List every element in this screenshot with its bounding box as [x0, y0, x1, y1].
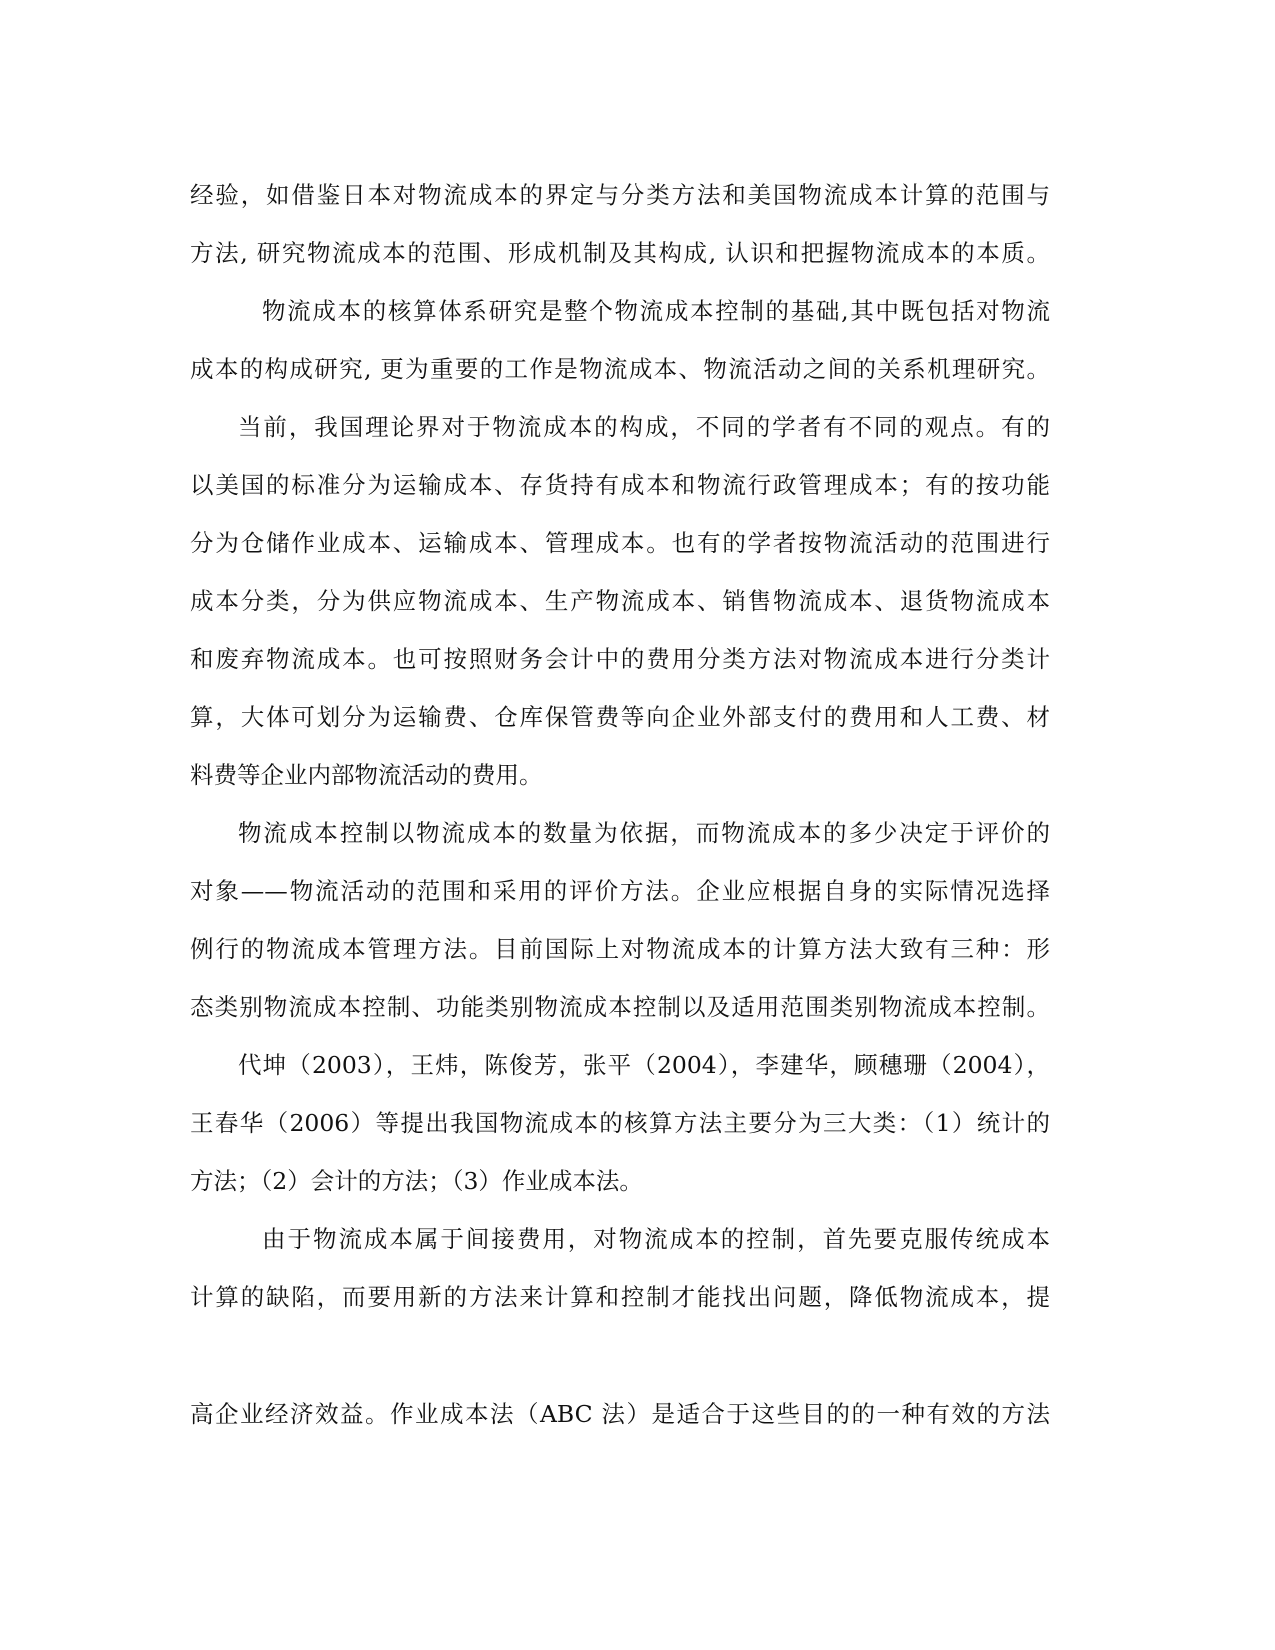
text-line: 成本分类，分为供应物流成本、生产物流成本、销售物流成本、退货物流成本 [190, 587, 1050, 615]
text-line: 料费等企业内部物流活动的费用。 [190, 761, 543, 789]
text-line: 对象——物流活动的范围和采用的评价方法。企业应根据自身的实际情况选择 [190, 877, 1050, 905]
text-line: 方法, 研究物流成本的范围、形成机制及其构成, 认识和把握物流成本的本质。 [190, 239, 1050, 267]
paragraph-first-line: 物流成本的核算体系研究是整个物流成本控制的基础,其中既包括对物流 [262, 297, 1050, 325]
text-line: 成本的构成研究, 更为重要的工作是物流成本、物流活动之间的关系机理研究。 [190, 355, 1050, 383]
paragraph-first-line: 代坤（2003），王炜，陈俊芳，张平（2004），李建华，顾穗珊（2004）， [238, 1051, 1050, 1079]
paragraph-first-line: 由于物流成本属于间接费用，对物流成本的控制，首先要克服传统成本 [262, 1225, 1050, 1253]
text-line: 和废弃物流成本。也可按照财务会计中的费用分类方法对物流成本进行分类计 [190, 645, 1050, 673]
text-line: 分为仓储作业成本、运输成本、管理成本。也有的学者按物流活动的范围进行 [190, 529, 1050, 557]
text-line: 经验，如借鉴日本对物流成本的界定与分类方法和美国物流成本计算的范围与 [190, 181, 1050, 209]
text-line: 例行的物流成本管理方法。目前国际上对物流成本的计算方法大致有三种：形 [190, 935, 1050, 963]
text-line: 方法；（2）会计的方法；（3）作业成本法。 [190, 1167, 643, 1195]
paragraph-first-line: 当前，我国理论界对于物流成本的构成，不同的学者有不同的观点。有的 [238, 413, 1050, 441]
text-line: 计算的缺陷，而要用新的方法来计算和控制才能找出问题，降低物流成本，提 [190, 1283, 1050, 1311]
text-line: 算，大体可划分为运输费、仓库保管费等向企业外部支付的费用和人工费、材 [190, 703, 1050, 731]
paragraph-first-line: 物流成本控制以物流成本的数量为依据，而物流成本的多少决定于评价的 [238, 819, 1050, 847]
text-line: 王春华（2006）等提出我国物流成本的核算方法主要分为三大类：（1）统计的 [190, 1109, 1050, 1137]
text-line: 以美国的标准分为运输成本、存货持有成本和物流行政管理成本；有的按功能 [190, 471, 1050, 499]
text-line: 高企业经济效益。作业成本法（ABC 法）是适合于这些目的的一种有效的方法 [190, 1400, 1050, 1428]
text-line: 态类别物流成本控制、功能类别物流成本控制以及适用范围类别物流成本控制。 [190, 993, 1050, 1021]
